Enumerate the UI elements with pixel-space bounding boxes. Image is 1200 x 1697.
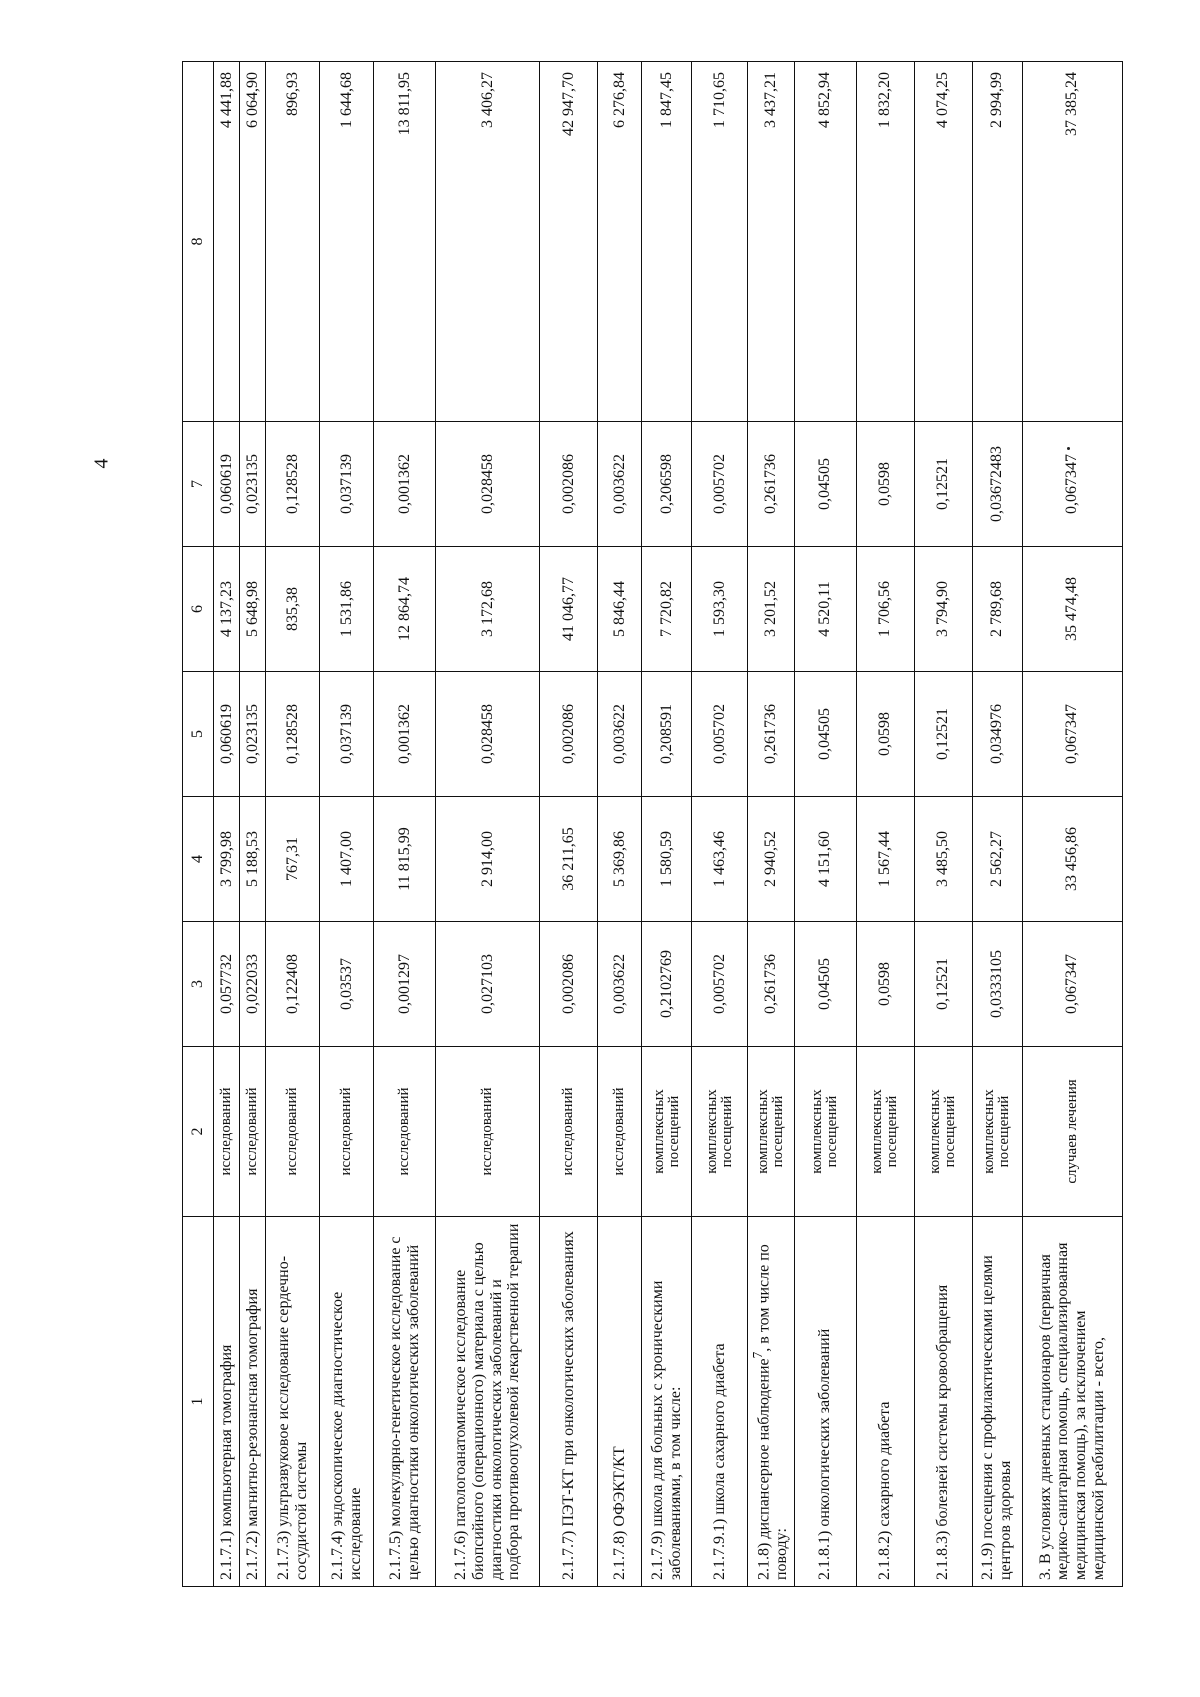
value-cell: 0,001362 <box>374 422 436 547</box>
value-cell: 3 794,90 <box>914 547 972 672</box>
value-cell: 2 914,00 <box>436 797 540 922</box>
value-cell: 42 947,70 <box>540 62 598 422</box>
value-cell: 4 151,60 <box>794 797 856 922</box>
row-name-cell: 2.1.7.8) ОФЭКТ/КТ <box>598 1217 642 1587</box>
value-cell: 13 811,95 <box>374 62 436 422</box>
unit-cell: комплексных посещений <box>748 1047 795 1217</box>
value-cell: 0,028458 <box>436 422 540 547</box>
value-cell: 0,005702 <box>692 672 748 797</box>
value-cell: 0,04505 <box>794 672 856 797</box>
table-row <box>856 62 914 1587</box>
value-cell: 0,0598 <box>856 672 914 797</box>
header-cell: 2 <box>183 1047 214 1217</box>
row-name-text: , в том числе по поводу: <box>755 1244 790 1580</box>
value-cell: 1 847,45 <box>642 62 692 422</box>
value-cell: 1 531,86 <box>320 547 374 672</box>
header-cell: 1 <box>183 1217 214 1587</box>
table-row <box>914 62 972 1587</box>
unit-cell: комплексных посещений <box>972 1047 1022 1217</box>
value-cell: 896,93 <box>266 62 320 422</box>
header-cell: 6 <box>183 547 214 672</box>
value-cell: 5 846,44 <box>598 547 642 672</box>
value-cell: 37 385,24 <box>1022 62 1122 422</box>
value-cell: 2 789,68 <box>972 547 1022 672</box>
row-name-cell: 2.1.7.9) школа для больных с хроническими заболеваниями, в том числе: <box>642 1217 692 1587</box>
table-row <box>214 62 240 1587</box>
value-cell: 0,122408 <box>266 922 320 1047</box>
value-cell: 0,037139 <box>320 672 374 797</box>
value-cell: 0,005702 <box>692 922 748 1047</box>
value-cell: 35 474,48 <box>1022 547 1122 672</box>
value-cell: 3 799,98 <box>214 797 240 922</box>
row-name-cell: 2.1.7.3) ультразвуковое исследование сердечно-сосудистой системы <box>266 1217 320 1587</box>
value-cell: 0,022033 <box>240 922 266 1047</box>
unit-cell: комплексных посещений <box>794 1047 856 1217</box>
value-cell: 5 369,86 <box>598 797 642 922</box>
row-name-cell: 2.1.7.7) ПЭТ-КТ при онкологических заболеваниях <box>540 1217 598 1587</box>
value-cell: 4 441,88 <box>214 62 240 422</box>
row-name-cell: 2.1.9) посещения с профилактическими целями центров здоровья <box>972 1217 1022 1587</box>
header-cell: 8 <box>183 62 214 422</box>
value-cell: 0,03537 <box>320 922 374 1047</box>
row-name-cell: 2.1.7.4) эндоскопическое диагностическое исследование <box>320 1217 374 1587</box>
value-cell: 12 864,74 <box>374 547 436 672</box>
value-cell: 0,0333105 <box>972 922 1022 1047</box>
value-cell: 0,023135 <box>240 672 266 797</box>
value-cell: 2 562,27 <box>972 797 1022 922</box>
value-cell: 0,2102769 <box>642 922 692 1047</box>
value-cell: 1 706,56 <box>856 547 914 672</box>
value-cell: 767,31 <box>266 797 320 922</box>
unit-cell: исследований <box>374 1047 436 1217</box>
unit-cell: исследований <box>240 1047 266 1217</box>
value-cell: 0,060619 <box>214 672 240 797</box>
value-cell: 835,38 <box>266 547 320 672</box>
value-cell: 0,067347 <box>1022 922 1122 1047</box>
value-cell: 1 580,59 <box>642 797 692 922</box>
tariff-table <box>182 61 1123 1587</box>
scan-speck <box>1067 447 1070 450</box>
header-cell: 7 <box>183 422 214 547</box>
table-row <box>374 62 436 1587</box>
rotated-table-container <box>182 62 1107 1587</box>
value-cell: 1 407,00 <box>320 797 374 922</box>
row-name-text: 2.1.8) диспансерное наблюдение <box>755 1358 773 1580</box>
value-cell: 41 046,77 <box>540 547 598 672</box>
value-cell: 0,003622 <box>598 922 642 1047</box>
value-cell: 0,12521 <box>914 672 972 797</box>
value-cell: 0,037139 <box>320 422 374 547</box>
value-cell: 0,034976 <box>972 672 1022 797</box>
value-cell: 0,067347 <box>1022 422 1122 547</box>
value-cell: 0,003622 <box>598 422 642 547</box>
row-name-cell: 2.1.8.1) онкологических заболеваний <box>794 1217 856 1587</box>
header-cell: 3 <box>183 922 214 1047</box>
value-cell: 0,002086 <box>540 422 598 547</box>
unit-cell: комплексных посещений <box>914 1047 972 1217</box>
row-name-cell: 2.1.7.6) патологоанатомическое исследование биопсийного (операционного) материала с целью диагностики онкологических заболеваний и подбора противоопухолевой лекарственной терапии <box>436 1217 540 1587</box>
value-cell: 5 648,98 <box>240 547 266 672</box>
value-cell: 0,0598 <box>856 922 914 1047</box>
table-row <box>794 62 856 1587</box>
value-cell: 2 994,99 <box>972 62 1022 422</box>
value-cell: 4 137,23 <box>214 547 240 672</box>
unit-cell: комплексных посещений <box>642 1047 692 1217</box>
row-name-cell <box>748 1217 795 1587</box>
value-cell: 0,12521 <box>914 422 972 547</box>
header-cell: 5 <box>183 672 214 797</box>
table-row <box>1022 62 1122 1587</box>
table-row <box>748 62 795 1587</box>
value-cell: 0,002086 <box>540 672 598 797</box>
row-name-cell: 2.1.7.2) магнитно-резонансная томография <box>240 1217 266 1587</box>
value-cell: 3 172,68 <box>436 547 540 672</box>
row-name-cell: 2.1.7.5) молекулярно-генетическое исследование с целью диагностики онкологических заболеваний <box>374 1217 436 1587</box>
table-row <box>320 62 374 1587</box>
table-row <box>598 62 642 1587</box>
value-cell: 2 940,52 <box>748 797 795 922</box>
header-row <box>183 62 214 1587</box>
unit-cell: исследований <box>436 1047 540 1217</box>
value-cell: 0,0598 <box>856 422 914 547</box>
value-cell: 0,04505 <box>794 422 856 547</box>
page-number: 4 <box>90 458 113 469</box>
value-cell: 3 406,27 <box>436 62 540 422</box>
table-row <box>972 62 1022 1587</box>
unit-cell: исследований <box>266 1047 320 1217</box>
value-cell: 4 520,11 <box>794 547 856 672</box>
value-cell: 0,060619 <box>214 422 240 547</box>
value-cell: 0,12521 <box>914 922 972 1047</box>
value-cell: 1 644,68 <box>320 62 374 422</box>
value-cell: 5 188,53 <box>240 797 266 922</box>
row-name-cell: 2.1.7.9.1) школа сахарного диабета <box>692 1217 748 1587</box>
value-cell: 0,001297 <box>374 922 436 1047</box>
unit-cell: комплексных посещений <box>692 1047 748 1217</box>
value-cell: 0,028458 <box>436 672 540 797</box>
table-row <box>266 62 320 1587</box>
value-cell: 0,261736 <box>748 922 795 1047</box>
value-cell: 33 456,86 <box>1022 797 1122 922</box>
unit-cell: исследований <box>540 1047 598 1217</box>
value-cell: 1 593,30 <box>692 547 748 672</box>
value-cell: 0,128528 <box>266 672 320 797</box>
value-cell: 0,003622 <box>598 672 642 797</box>
unit-cell: комплексных посещений <box>856 1047 914 1217</box>
unit-cell: исследований <box>214 1047 240 1217</box>
unit-cell: случаев лечения <box>1022 1047 1122 1217</box>
table-row <box>240 62 266 1587</box>
value-cell: 11 815,99 <box>374 797 436 922</box>
value-cell: 0,023135 <box>240 422 266 547</box>
value-cell: 0,128528 <box>266 422 320 547</box>
value-cell: 3 201,52 <box>748 547 795 672</box>
value-cell: 0,027103 <box>436 922 540 1047</box>
value-cell: 7 720,82 <box>642 547 692 672</box>
value-cell: 1 463,46 <box>692 797 748 922</box>
value-cell: 4 074,25 <box>914 62 972 422</box>
value-cell: 0,005702 <box>692 422 748 547</box>
table-row <box>540 62 598 1587</box>
value-cell: 0,03672483 <box>972 422 1022 547</box>
value-cell: 0,04505 <box>794 922 856 1047</box>
footnote-marker: 7 <box>750 1351 765 1359</box>
value-cell: 3 437,21 <box>748 62 795 422</box>
unit-cell: исследований <box>598 1047 642 1217</box>
row-name-cell: 2.1.8.2) сахарного диабета <box>856 1217 914 1587</box>
value-cell: 0,208591 <box>642 672 692 797</box>
row-name-cell: 3. В условиях дневных стационаров (первичная медико-санитарная помощь, специализированная медицинская помощь), за исключением медицинской реабилитации - всего, <box>1022 1217 1122 1587</box>
value-cell: 0,261736 <box>748 672 795 797</box>
header-cell: 4 <box>183 797 214 922</box>
value-cell: 0,001362 <box>374 672 436 797</box>
value-cell: 6 276,84 <box>598 62 642 422</box>
table-row <box>642 62 692 1587</box>
value-cell: 0,206598 <box>642 422 692 547</box>
table-row <box>436 62 540 1587</box>
value-cell: 3 485,50 <box>914 797 972 922</box>
value-cell: 6 064,90 <box>240 62 266 422</box>
value-cell: 1 567,44 <box>856 797 914 922</box>
value-cell: 1 710,65 <box>692 62 748 422</box>
table-row <box>692 62 748 1587</box>
value-cell: 36 211,65 <box>540 797 598 922</box>
value-cell: 0,067347 <box>1022 672 1122 797</box>
row-name-cell: 2.1.8.3) болезней системы кровообращения <box>914 1217 972 1587</box>
row-name-cell: 2.1.7.1) компьютерная томография <box>214 1217 240 1587</box>
value-cell: 4 852,94 <box>794 62 856 422</box>
value-cell: 1 832,20 <box>856 62 914 422</box>
value-cell: 0,057732 <box>214 922 240 1047</box>
value-cell: 0,002086 <box>540 922 598 1047</box>
value-cell: 0,261736 <box>748 422 795 547</box>
unit-cell: исследований <box>320 1047 374 1217</box>
